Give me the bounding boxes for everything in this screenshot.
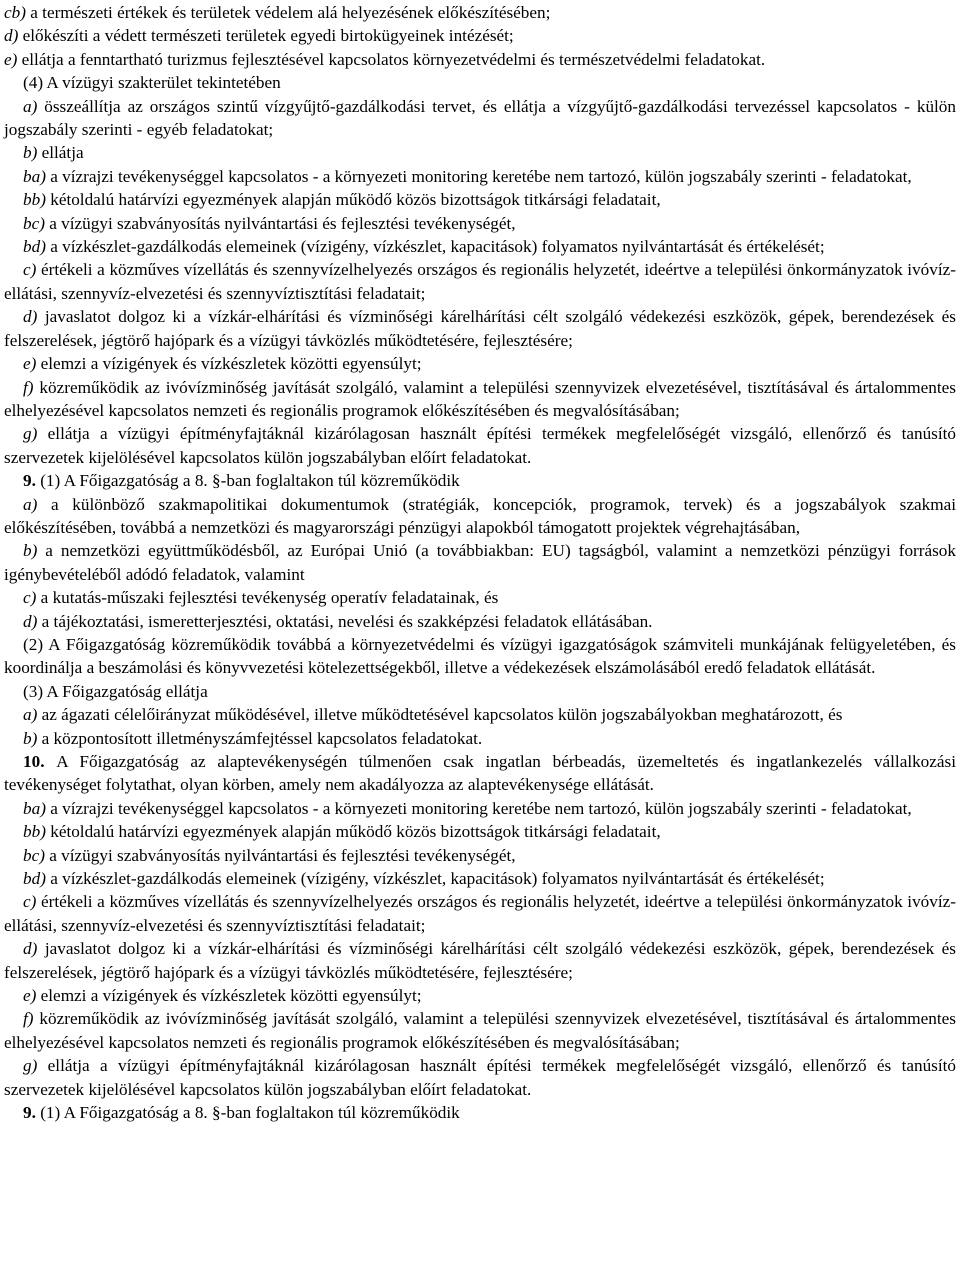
item-marker: bb) — [23, 190, 46, 210]
item-marker: c) — [23, 892, 37, 912]
item-marker: a) — [23, 705, 38, 725]
item-marker: e) — [23, 986, 37, 1006]
paragraph-text: (1) A Főigazgatóság a 8. §-ban foglaltakon túl közreműködik — [40, 471, 460, 491]
paragraph-text: ellátja a vízügyi építményfajtáknál kizárólagosan használt építési termékek megfelelőségét vizsgáló, ellenőrző és tanúsító szervezetek kijelölésével kapcsolatos külön jogszabályban előírt feladatokat. — [4, 1056, 956, 1099]
paragraph-p24 — [4, 727, 956, 750]
item-marker: cb) — [4, 3, 26, 22]
paragraph-text: ellátja — [37, 143, 84, 163]
paragraph-text: a vízügyi szabványosítás nyilvántartási és fejlesztési tevékenységét, — [44, 845, 516, 865]
paragraph-text: a természeti értékek és területek védelem alá helyezésének előkészítésében; — [25, 3, 551, 22]
paragraph-p28 — [4, 844, 956, 867]
item-marker: f) — [23, 1009, 34, 1029]
paragraph-p2 — [4, 24, 956, 47]
item-marker: d) — [23, 939, 38, 959]
item-marker: b) — [23, 143, 38, 163]
item-marker: g) — [23, 424, 38, 444]
paragraph-text: előkészíti a védett természeti területek egyedi birtokügyeinek intézését; — [18, 26, 514, 46]
item-marker: c) — [23, 588, 37, 608]
paragraph-p11 — [4, 258, 956, 305]
paragraph-text: (3) A Főigazgatóság ellátja — [23, 681, 208, 701]
paragraph-text: ellátja a fenntartható turizmus fejlesztésével kapcsolatos környezetvédelmi és természetvédelmi feladatokat. — [17, 49, 766, 69]
paragraph-p6 — [4, 141, 956, 164]
paragraph-text: a vízrajzi tevékenységgel kapcsolatos - a környezeti monitoring keretébe nem tartozó, külön jogszabály szerinti - feladatokat, — [45, 798, 912, 818]
paragraph-text: (1) A Főigazgatóság a 8. §-ban foglaltakon túl közreműködik — [40, 1103, 460, 1123]
paragraph-text: (4) A vízügyi szakterület tekintetében — [23, 73, 281, 93]
paragraph-text: elemzi a vízigények és vízkészletek közötti egyensúlyt; — [36, 986, 422, 1006]
item-marker: d) — [4, 26, 19, 46]
item-marker: b) — [23, 541, 38, 561]
paragraph-p13 — [4, 352, 956, 375]
paragraph-p23 — [4, 703, 956, 726]
paragraph-p15 — [4, 422, 956, 469]
paragraph-text: a vízkészlet-gazdálkodás elemeinek (vízigény, vízkészlet, kapacitások) folyamatos nyilvántartását és értékelését; — [45, 869, 825, 889]
paragraph-text: közreműködik az ivóvízminőség javítását szolgáló, valamint a települési szennyvizek elvezetésével, tisztításával és ártalommentes elhelyezésével kapcsolatos nemzeti és regionális programok előkészítésében és megvalósításában; — [4, 377, 956, 420]
item-marker: bd) — [23, 869, 46, 889]
paragraph-p19 — [4, 586, 956, 609]
paragraph-text: összeállítja az országos szintű vízgyűjtő-gazdálkodási tervet, és ellátja a vízgyűjtő-gazdálkodási tervezéssel kapcsolatos - külön jogszabály szerinti - egyéb feladatokat; — [4, 96, 956, 140]
paragraph-p30 — [4, 890, 956, 937]
paragraph-p34 — [4, 1054, 956, 1101]
paragraph-p26 — [4, 797, 956, 820]
paragraph-text: ellátja a vízügyi építményfajtáknál kizárólagosan használt építési termékek megfelelőségét vizsgáló, ellenőrző és tanúsító szervezetek kijelölésével kapcsolatos külön jogszabályban előírt feladatokat. — [4, 424, 956, 467]
paragraph-p7 — [4, 165, 956, 188]
paragraph-text: elemzi a vízigények és vízkészletek közötti egyensúlyt; — [36, 354, 422, 374]
item-marker: b) — [23, 728, 38, 748]
paragraph-p17 — [4, 493, 956, 540]
paragraph-p18 — [4, 539, 956, 586]
paragraph-text: a tájékoztatási, ismeretterjesztési, oktatási, nevelési és szakképzési feladatok ellátásában. — [37, 611, 653, 631]
paragraph-text: (2) A Főigazgatóság közreműködik továbbá a környezetvédelmi és vízügyi igazgatóságok számviteli munkájának felügyeletében, és koordinálja a beszámolási és könyvvezetési kötelezettségekből, illetve a védekezések elszámolásából eredő feladatok ellátását. — [4, 634, 956, 678]
item-marker: e) — [23, 354, 37, 374]
paragraph-text: közreműködik az ivóvízminőség javítását szolgáló, valamint a települési szennyvizek elvezetésével, tisztításával és ártalommentes elhelyezésével kapcsolatos nemzeti és regionális programok előkészítésében és megvalósításában; — [4, 1009, 956, 1052]
item-marker: bd) — [23, 237, 46, 257]
paragraph-p22 — [4, 680, 956, 703]
paragraph-text: A Főigazgatóság az alaptevékenységén túlmenően csak ingatlan bérbeadás, üzemeltetés és ingatlankezelés vállalkozási tevékenységet folytathat, olyan körben, amely nem akadályozza az alaptevékenysége ellátását. — [4, 752, 957, 795]
paragraph-p14 — [4, 376, 956, 423]
item-marker: g) — [23, 1056, 38, 1076]
paragraph-text: a különböző szakmapolitikai dokumentumok (stratégiák, koncepciók, programok, tervek) és a jogszabályok szakmai előkészítésében, továbbá a nemzetközi és magyarországi pénzügyi alapokból támogatott projektek végrehajtásában, — [4, 494, 956, 537]
paragraph-text: az ágazati célelőirányzat működésével, illetve működtetésével kapcsolatos külön jogszabályokban meghatározott, és — [37, 705, 843, 725]
paragraph-p5 — [4, 95, 956, 142]
item-marker: ba) — [23, 166, 46, 186]
item-marker: d) — [23, 611, 38, 631]
paragraph-p12 — [4, 305, 956, 352]
paragraph-text: értékeli a közműves vízellátás és szennyvízelhelyezés országos és regionális helyzetét, ideértve a települési önkormányzatok ivóvíz-ellátási, szennyvíz-elvezetési és szennyvíztisztítási feladatait; — [4, 892, 956, 935]
paragraph-p4 — [4, 71, 956, 94]
paragraph-p27 — [4, 820, 956, 843]
item-marker: ba) — [23, 798, 46, 818]
section-number: 10. — [23, 752, 57, 771]
paragraph-p20 — [4, 610, 956, 633]
item-marker: f) — [23, 377, 34, 397]
section-number: 9. — [23, 1103, 41, 1123]
paragraph-p31 — [4, 937, 956, 984]
paragraph-p35 — [4, 1101, 956, 1124]
paragraph-text: a vízügyi szabványosítás nyilvántartási és fejlesztési tevékenységét, — [44, 213, 516, 233]
item-marker: a) — [23, 96, 38, 116]
paragraph-text: kétoldalú határvízi egyezmények alapján működő közös bizottságok titkársági feladatait, — [45, 190, 661, 210]
paragraph-text: a nemzetközi együttműködésből, az Európai Unió (a továbbiakban: EU) tagságból, valamint a nemzetközi pénzügyi források igénybevételéből adódó feladatok, valamint — [4, 541, 956, 584]
paragraph-p16 — [4, 469, 956, 492]
paragraph-p3 — [4, 48, 956, 71]
item-marker: bc) — [23, 213, 45, 233]
paragraph-text: a vízkészlet-gazdálkodás elemeinek (vízigény, vízkészlet, kapacitások) folyamatos nyilvántartását és értékelését; — [45, 237, 825, 257]
paragraph-text: a központosított illetményszámfejtéssel kapcsolatos feladatokat. — [37, 728, 483, 748]
item-marker: bb) — [23, 822, 46, 842]
paragraph-p8 — [4, 188, 956, 211]
paragraph-p33 — [4, 1007, 956, 1054]
paragraph-p10 — [4, 235, 956, 258]
paragraph-text: a vízrajzi tevékenységgel kapcsolatos - a környezeti monitoring keretébe nem tartozó, külön jogszabály szerinti - feladatokat, — [45, 166, 912, 186]
paragraph-text: értékeli a közműves vízellátás és szennyvízelhelyezés országos és regionális helyzetét, ideértve a települési önkormányzatok ivóvíz-ellátási, szennyvíz-elvezetési és szennyvíztisztítási feladatait; — [4, 260, 956, 303]
paragraph-text: javaslatot dolgoz ki a vízkár-elhárítási és vízminőségi kárelhárítási célt szolgáló védekezési eszközök, gépek, berendezések és felszerelések, jégtörő hajópark és a vízügyi távközlés működtetésére, fejlesztésére; — [4, 939, 956, 982]
item-marker: c) — [23, 260, 37, 280]
item-marker: bc) — [23, 845, 45, 865]
paragraph-p29 — [4, 867, 956, 890]
item-marker: e) — [4, 49, 18, 69]
item-marker: a) — [23, 494, 38, 514]
paragraph-text: a kutatás-műszaki fejlesztési tevékenység operatív feladatainak, és — [36, 588, 499, 608]
paragraph-p32 — [4, 984, 956, 1007]
paragraph-p9 — [4, 212, 956, 235]
item-marker: d) — [23, 307, 38, 327]
section-number: 9. — [23, 471, 41, 491]
paragraph-p21 — [4, 633, 956, 680]
paragraph-text: kétoldalú határvízi egyezmények alapján működő közös bizottságok titkársági feladatait, — [45, 822, 661, 842]
paragraph-p1 — [4, 1, 956, 24]
paragraph-p25 — [4, 750, 956, 797]
paragraph-text: javaslatot dolgoz ki a vízkár-elhárítási és vízminőségi kárelhárítási célt szolgáló védekezési eszközök, gépek, berendezések és felszerelések, jégtörő hajópark és a vízügyi távközlés működtetésére, fejlesztésére; — [4, 307, 956, 350]
